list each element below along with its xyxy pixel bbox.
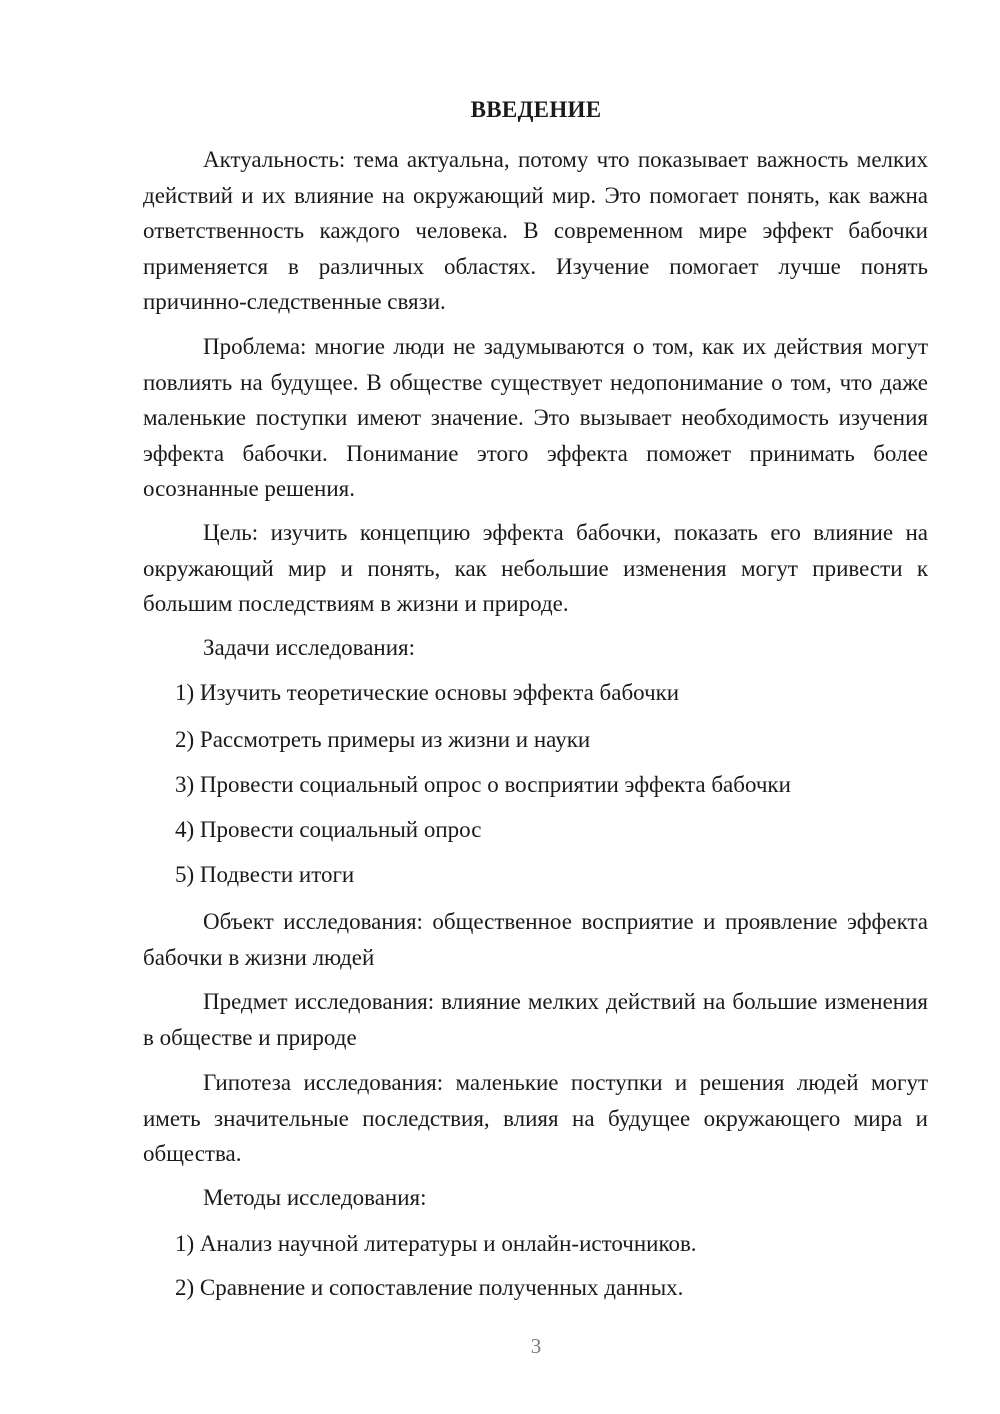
paragraph-goal: Цель: изучить концепцию эффекта бабочки, показать его влияние на окружающий мир и понять, как небольшие изменения могут привести к большим последствиям в жизни и природе. xyxy=(143,520,928,616)
section-heading: ВВЕДЕНИЕ xyxy=(470,97,602,122)
paragraph-relevance: Актуальность: тема актуальна, потому что показывает важность мелких действий и их влияние на окружающий мир. Это помогает понять, как важна ответственность каждого человека. В современном мире эффект бабочки применяется в различных областях. Изучение помогает лучше понять причинно-следственные связи. xyxy=(143,147,928,314)
methods-heading: Методы исследования: xyxy=(203,1185,427,1210)
task-item: 1) Изучить теоретические основы эффекта бабочки xyxy=(175,680,680,705)
method-item: 1) Анализ научной литературы и онлайн-источников. xyxy=(175,1231,697,1256)
paragraph-problem: Проблема: многие люди не задумываются о том, как их действия могут повлиять на будущее. В обществе существует недопонимание о том, что даже маленькие поступки имеют значение. Это вызывает необходимость изучения эффекта бабочки. Понимание этого эффекта поможет принимать более осознанные решения. xyxy=(143,334,928,501)
tasks-heading: Задачи исследования: xyxy=(203,635,416,660)
method-item: 2) Сравнение и сопоставление полученных данных. xyxy=(175,1275,684,1300)
paragraph-hypothesis: Гипотеза исследования: маленькие поступки и решения людей могут иметь значительные последствия, влияя на будущее окружающего мира и общества. xyxy=(143,1070,928,1166)
task-item: 2) Рассмотреть примеры из жизни и науки xyxy=(175,727,591,752)
task-item: 3) Провести социальный опрос о восприятии эффекта бабочки xyxy=(175,772,791,797)
paragraph-subject: Предмет исследования: влияние мелких действий на большие изменения в обществе и природе xyxy=(143,989,928,1050)
paragraph-object: Объект исследования: общественное восприятие и проявление эффекта бабочки в жизни людей xyxy=(143,909,928,970)
task-item: 5) Подвести итоги xyxy=(175,862,355,887)
task-item: 4) Провести социальный опрос xyxy=(175,817,482,842)
page-number: 3 xyxy=(530,1334,542,1358)
